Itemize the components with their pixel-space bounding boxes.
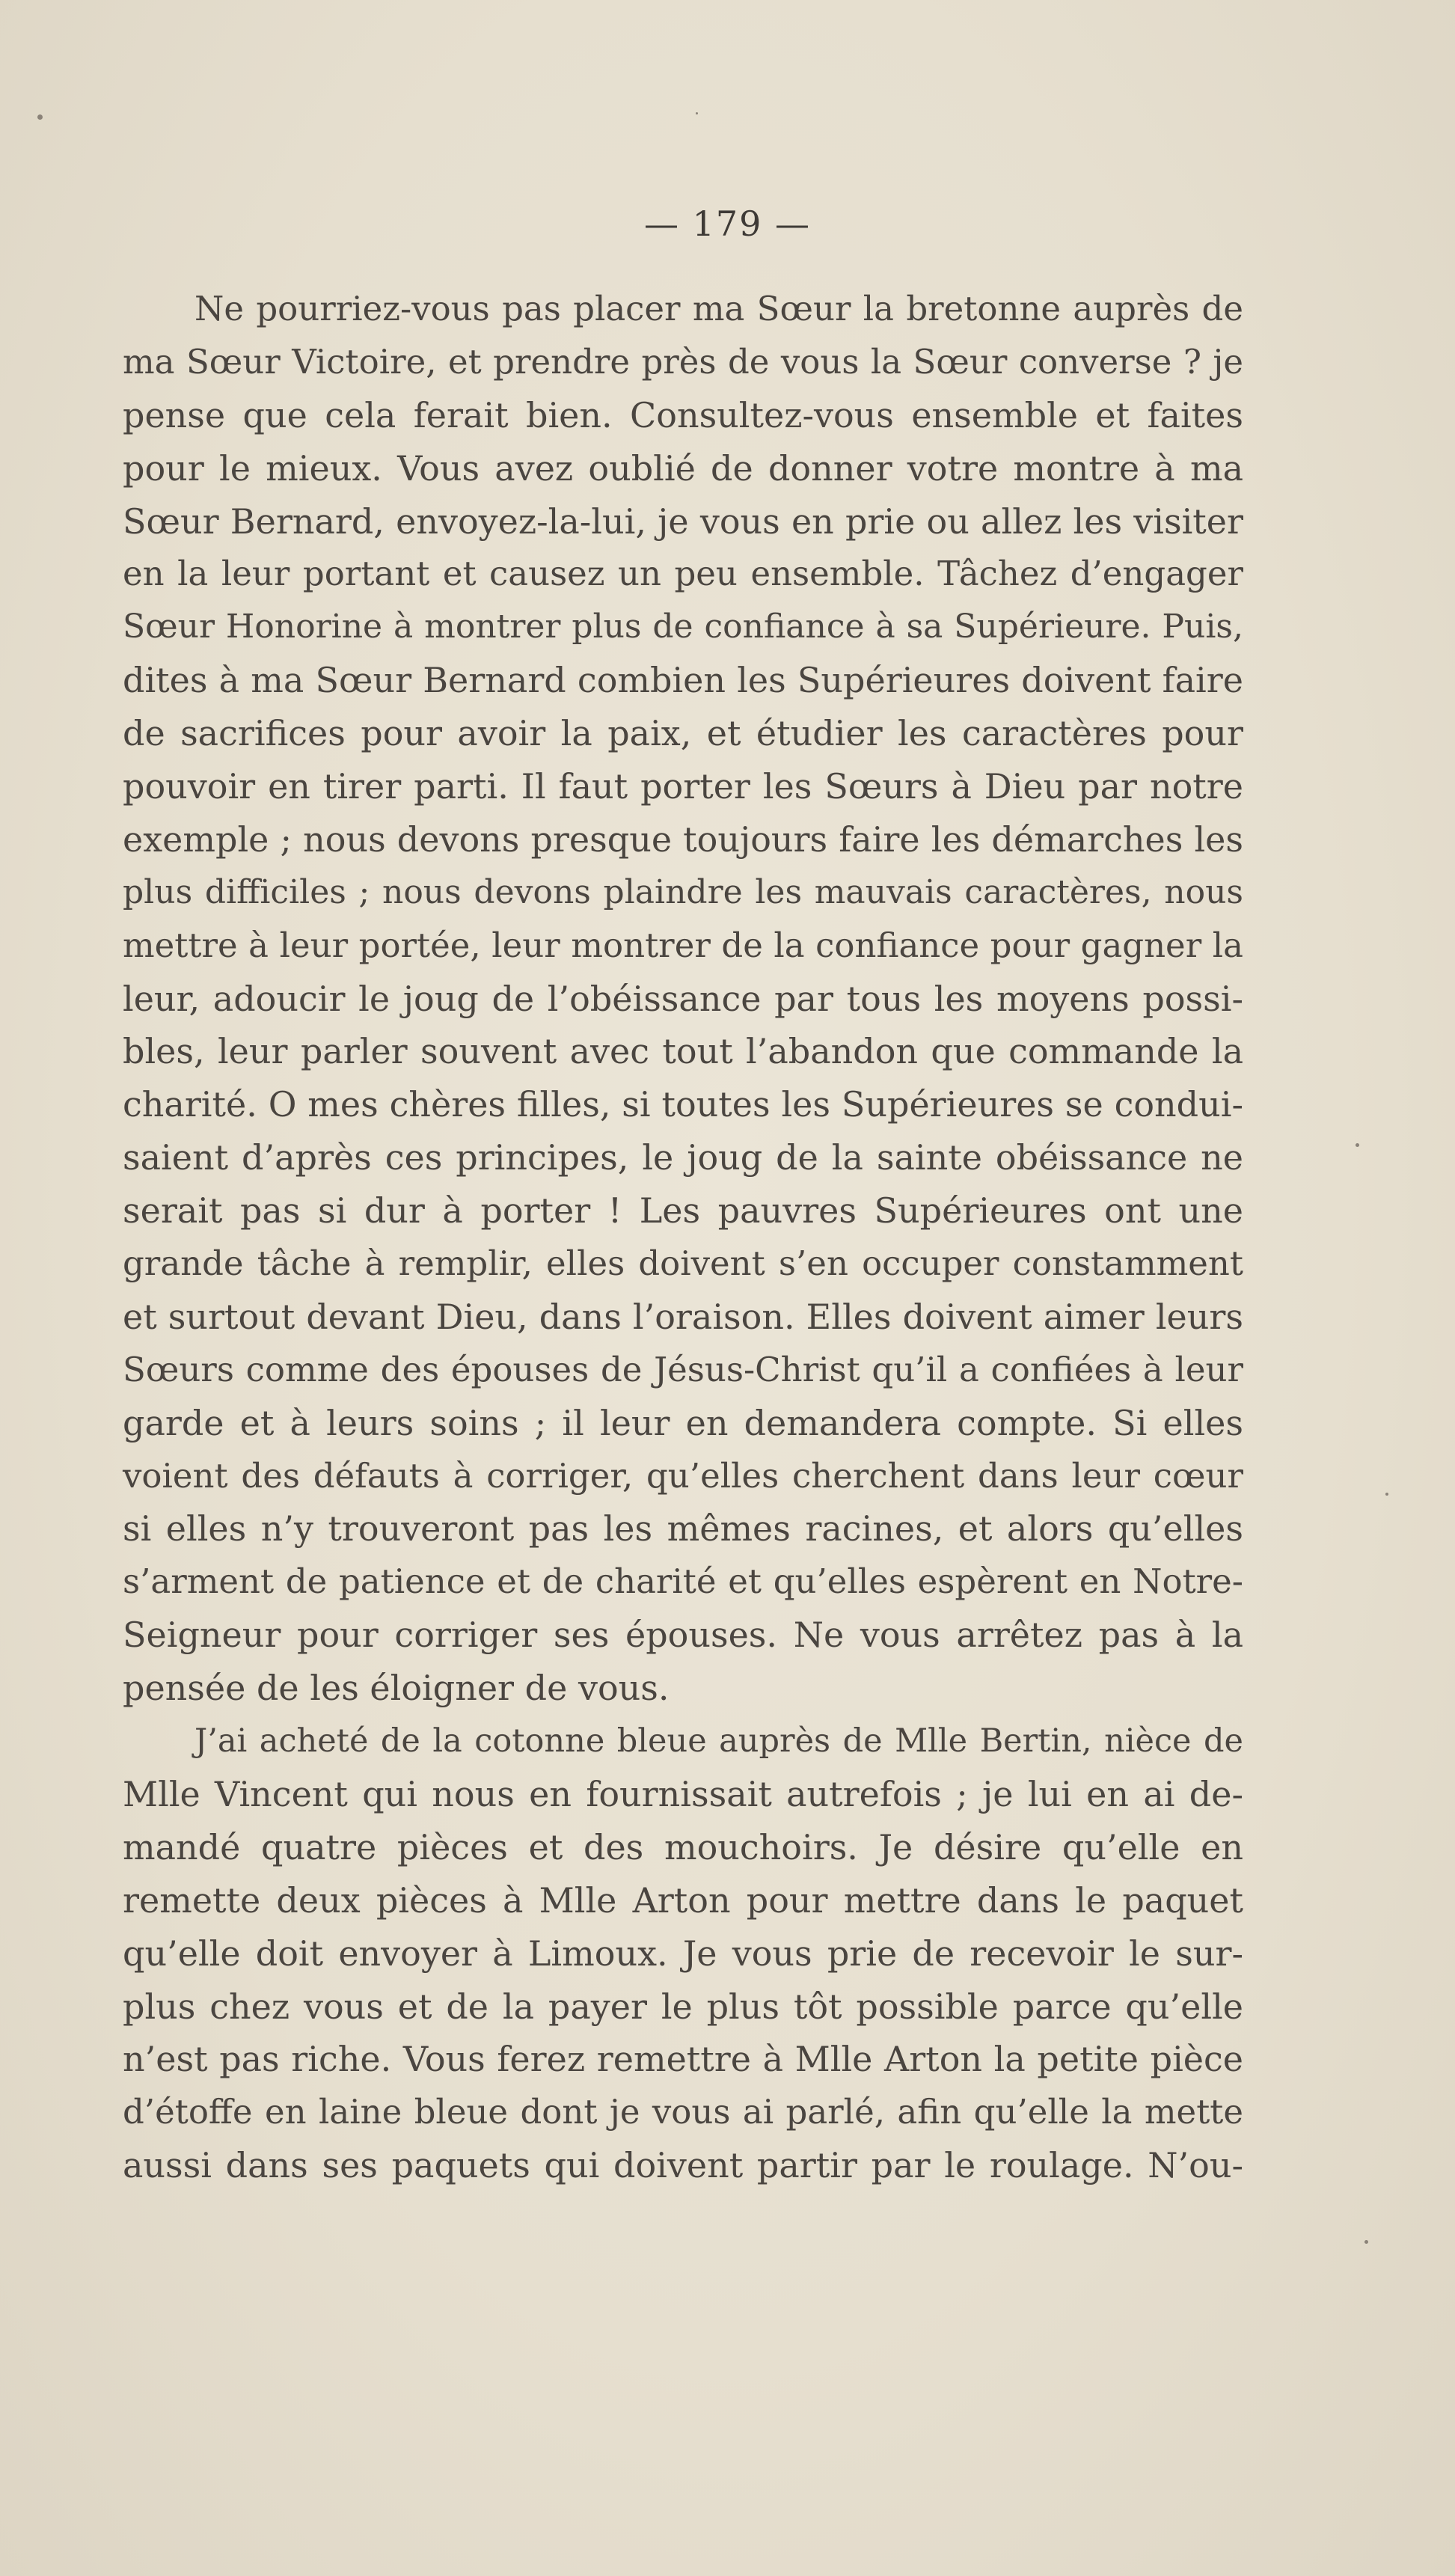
text-line: Seigneur pour corriger ses épouses. Ne vous arrêtez pas à la (123, 1615, 1243, 1656)
page-number: — 179 — (643, 204, 812, 244)
text-line: mandé quatre pièces et des mouchoirs. Je désire qu’elle en (123, 1826, 1243, 1867)
paragraph-2 (123, 1715, 1243, 2192)
text-line: leur, adoucir le joug de l’obéissance par tous les moyens possi- (123, 978, 1243, 1019)
text-line: qu’elle doit envoyer à Limoux. Je vous prie de recevoir le sur- (123, 1933, 1243, 1974)
text-line: si elles n’y trouveront pas les mêmes racines, et alors qu’elles (123, 1508, 1243, 1549)
text-line: s’arment de patience et de charité et qu’elles espèrent en Notre- (123, 1561, 1243, 1602)
body-text (123, 283, 1243, 2192)
text-line: ma Sœur Victoire, et prendre près de vous la Sœur converse ? je (123, 341, 1243, 382)
text-line: voient des défauts à corriger, qu’elles cherchent dans leur cœur (123, 1455, 1243, 1496)
text-line: et surtout devant Dieu, dans l’oraison. Elles doivent aimer leurs (123, 1296, 1243, 1337)
print-speck (1385, 1493, 1388, 1496)
print-speck (1364, 2240, 1368, 2244)
text-line: J’ai acheté de la cotonne bleue auprès de Mlle Bertin, nièce de (194, 1722, 1243, 1760)
text-line: Sœurs comme des épouses de Jésus-Christ qu’il a confiées à leur (123, 1349, 1243, 1389)
text-line: d’étoffe en laine bleue dont je vous ai parlé, afin qu’elle la mette (123, 2092, 1243, 2132)
text-line: Sœur Bernard, envoyez-la-lui, je vous en prie ou allez les visiter (123, 501, 1243, 542)
text-line: plus chez vous et de la payer le plus tôt possible parce qu’elle (123, 1986, 1243, 2027)
text-line: saient d’après ces principes, le joug de la sainte obéissance ne (123, 1137, 1243, 1178)
text-line: pense que cela ferait bien. Consultez-vous ensemble et faites (123, 394, 1243, 435)
text-line: en la leur portant et causez un peu ensemble. Tâchez d’engager (123, 554, 1243, 594)
text-line: Mlle Vincent qui nous en fournissait autrefois ; je lui en ai de- (123, 1773, 1243, 1814)
text-line: charité. O mes chères filles, si toutes les Supérieures se condui- (123, 1084, 1243, 1125)
text-line: pensée de les éloigner de vous. (123, 1668, 670, 1709)
text-line: pour le mieux. Vous avez oublié de donner votre montre à ma (123, 447, 1243, 489)
text-line: bles, leur parler souvent avec tout l’abandon que commande la (123, 1031, 1243, 1072)
text-line: mettre à leur portée, leur montrer de la confiance pour gagner la (123, 925, 1243, 965)
text-line: dites à ma Sœur Bernard combien les Supérieures doivent faire (123, 660, 1243, 701)
text-line: Ne pourriez-vous pas placer ma Sœur la bretonne auprès de (194, 289, 1243, 328)
text-line: pouvoir en tirer parti. Il faut porter les Sœurs à Dieu par notre (123, 766, 1243, 807)
text-line: Sœur Honorine à montrer plus de confiance à sa Supérieure. Puis, (123, 608, 1243, 646)
print-speck (696, 112, 698, 114)
print-speck (37, 114, 43, 120)
text-line: n’est pas riche. Vous ferez remettre à Mlle Arton la petite pièce (123, 2039, 1243, 2080)
text-line: plus difficiles ; nous devons plaindre les mauvais caractères, nous (123, 872, 1243, 911)
text-line: de sacrifices pour avoir la paix, et étudier les caractères pour (123, 713, 1243, 754)
text-line: remette deux pièces à Mlle Arton pour mettre dans le paquet (123, 1879, 1243, 1921)
text-line: grande tâche à remplir, elles doivent s’en occuper constamment (123, 1243, 1243, 1284)
text-line: serait pas si dur à porter ! Les pauvres Supérieures ont une (123, 1190, 1243, 1232)
paragraph-1 (123, 283, 1243, 1715)
print-speck (1356, 1143, 1359, 1147)
text-line: garde et à leurs soins ; il leur en demandera compte. Si elles (123, 1402, 1243, 1443)
text-line: exemple ; nous devons presque toujours faire les démarches les (123, 819, 1243, 860)
text-line: aussi dans ses paquets qui doivent partir par le roulage. N’ou- (123, 2145, 1243, 2186)
